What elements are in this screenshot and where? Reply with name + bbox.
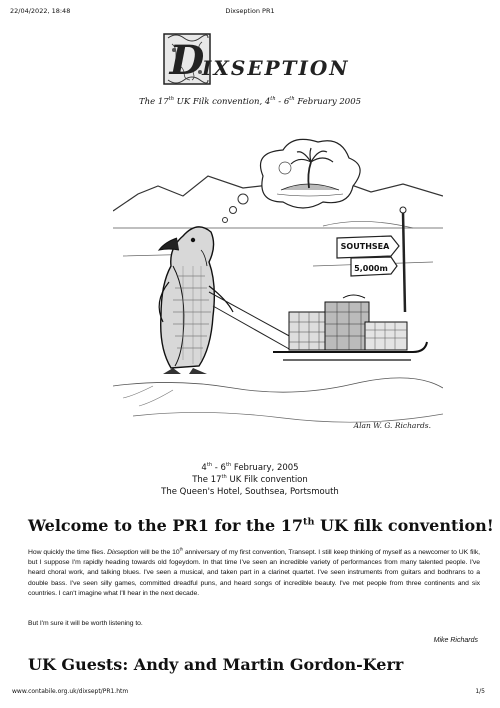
- page-number: 1/5: [475, 688, 485, 695]
- event-dates: 4th - 6th February, 2005: [201, 462, 299, 473]
- intro-paragraph: How quickly the time flies. Dixseption will be the 10th anniversary of my first convention, Transept. I still keep thinking of myself as a newcomer to UK filk, but I suppose I'm rapidly heading towards old fogeydom. In that time I've seen an incredible variety of performances from many talented people. I've heard choral work, and talking blues. I've seen a musical, and taken part in a clarinet quartet. I've seen instruments from guitars and bodhrans to a double bass. I've seen silly games, committed dreadful puns, and heard songs of incredible beauty. I've met people from three continents and six countries. I can't imagine what I'll hear in the next decade.: [28, 546, 481, 597]
- uk-guests-heading: UK Guests: Andy and Martin Gordon-Kerr: [28, 655, 404, 674]
- event-details: [0, 462, 500, 498]
- event-venue: The Queen's Hotel, Southsea, Portsmouth: [161, 487, 339, 497]
- penguin-figure: [159, 227, 233, 374]
- page-url-link[interactable]: www.contabile.org.uk/dixsept/PR1.htm: [12, 688, 129, 695]
- intro-closing: But I'm sure it will be worth listening to.: [28, 620, 143, 627]
- browser-print-header: [0, 0, 500, 20]
- dixseption-logo: [162, 30, 350, 88]
- page-subtitle: The 17th UK Filk convention, 4th - 6th February 2005: [138, 96, 362, 107]
- artist-signature: Alan W. G. Richards.: [353, 421, 431, 430]
- signpost-text-1: SOUTHSEA: [340, 242, 390, 251]
- event-name: The 17th UK Filk convention: [192, 474, 308, 485]
- logo-word: IXSEPTION: [202, 56, 350, 80]
- welcome-heading: Welcome to the PR1 for the 17th UK filk convention!: [28, 516, 494, 535]
- penguin-sledge-illustration: [113, 116, 443, 452]
- print-page-title: Dixseption PR1: [225, 7, 275, 15]
- browser-print-footer: [0, 684, 500, 700]
- logo-initial: D: [169, 37, 205, 84]
- print-datetime: 22/04/2022, 18:48: [10, 7, 71, 15]
- signpost-text-2: 5,000m: [354, 264, 388, 273]
- author-signature: Mike Richards: [433, 637, 478, 644]
